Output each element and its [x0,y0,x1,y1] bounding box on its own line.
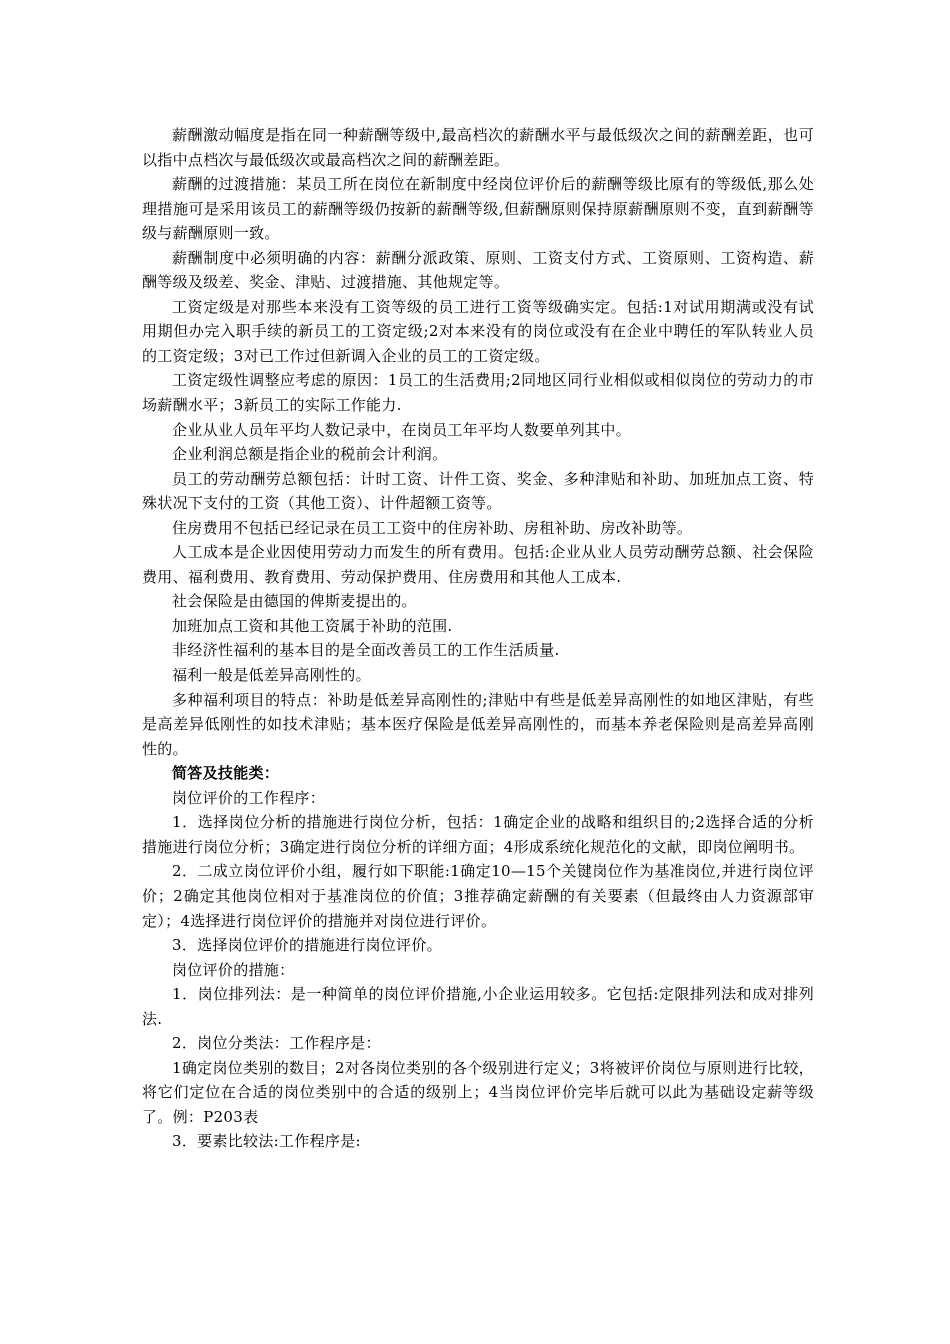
paragraph: 社会保险是由德国的俾斯麦提出的。 [172,592,417,611]
paragraph: 住房费用不包括已经记录在员工工资中的住房补助、房租补助、房改补助等。 [172,518,693,537]
paragraph: 员工的劳动酬劳总额包括：计时工资、计件工资、奖金、多种津贴和补助、加班加点工资、特殊状况下支付的工资（其他工资）、计件超额工资等。 [142,469,814,513]
paragraph: 岗位评价的工作程序： [172,788,326,807]
paragraph: 3．选择岗位评价的措施进行岗位评价。 [172,936,442,955]
document-body [142,123,814,1154]
paragraph: 加班加点工资和其他工资属于补助的范围. [172,616,453,635]
paragraph: 岗位评价的措施： [172,960,295,979]
paragraph: 3．要素比较法:工作程序是: [172,1132,361,1151]
paragraph: 工资定级是对那些本来没有工资等级的员工进行工资等级确实定。包括:1对试用期满或没有试用期但办完入职手续的新员工的工资定级;2对本来没有的岗位或没有在企业中聘任的军队转业人员的工资定级；3对已工作过但新调入企业的员工的工资定级。 [142,297,814,365]
paragraph: 非经济性福利的基本目的是全面改善员工的工作生活质量. [172,641,560,660]
paragraph: 2．二成立岗位评价小组，履行如下职能:1确定10—15个关键岗位作为基准岗位,并进行岗位评价；2确定其他岗位相对于基准岗位的价值；3推荐确定薪酬的有关要素（但最终由人力资源部审定）；4选择进行岗位评价的措施并对岗位进行评价。 [142,862,814,930]
paragraph: 2．岗位分类法：工作程序是： [172,1034,381,1053]
paragraph: 企业从业人员年平均人数记录中，在岗员工年平均人数要单列其中。 [172,420,632,439]
paragraph: 1．岗位排列法：是一种简单的岗位评价措施,小企业运用较多。它包括:定限排列法和成对排列法. [142,985,814,1028]
paragraph: 企业利润总额是指企业的税前会计利润。 [172,445,448,464]
paragraph: 1．选择岗位分析的措施进行岗位分析，包括：1确定企业的战略和组织目的;2选择合适的分析措施进行岗位分析；3确定进行岗位分析的详细方面；4形成系统化规范化的文献，即岗位阐明书。 [142,813,814,856]
paragraph: 薪酬激动幅度是指在同一种薪酬等级中,最高档次的薪酬水平与最低级次之间的薪酬差距，也可以指中点档次与最低级次或最高档次之间的薪酬差距。 [142,126,814,169]
paragraph: 福利一般是低差异高刚性的。 [172,666,371,685]
paragraph: 薪酬的过渡措施：某员工所在岗位在新制度中经岗位评价后的薪酬等级比原有的等级低,那么处理措施可是采用该员工的薪酬等级仍按新的薪酬等级,但薪酬原则保持原薪酬原则不变，直到薪酬等级与薪酬原则一致。 [142,175,814,243]
paragraph: 人工成本是企业因使用劳动力而发生的所有费用。包括:企业从业人员劳动酬劳总额、社会保险费用、福利费用、教育费用、劳动保护费用、住房费用和其他人工成本. [142,543,814,586]
paragraph: 多种福利项目的特点：补助是低差异高刚性的;津贴中有些是低差异高刚性的如地区津贴，有些是高差异低刚性的如技术津贴；基本医疗保险是低差异高刚性的，而基本养老保险则是高差异高刚性的。 [142,690,814,758]
section-heading: 简答及技能类： [172,764,280,783]
paragraph: 工资定级性调整应考虑的原因：1员工的生活费用;2同地区同行业相似或相似岗位的劳动力的市场薪酬水平；3新员工的实际工作能力. [142,371,814,415]
paragraph: 薪酬制度中必须明确的内容：薪酬分派政策、原则、工资支付方式、工资原则、工资构造、薪酬等级及级差、奖金、津贴、过渡措施、其他规定等。 [142,248,814,292]
paragraph: 1确定岗位类别的数目；2对各岗位类别的各个级别进行定义；3将被评价岗位与原则进行比较，将它们定位在合适的岗位类别中的合适的级别上；4当岗位评价完毕后就可以此为基础设定薪等级了。例：P203表 [142,1058,814,1126]
